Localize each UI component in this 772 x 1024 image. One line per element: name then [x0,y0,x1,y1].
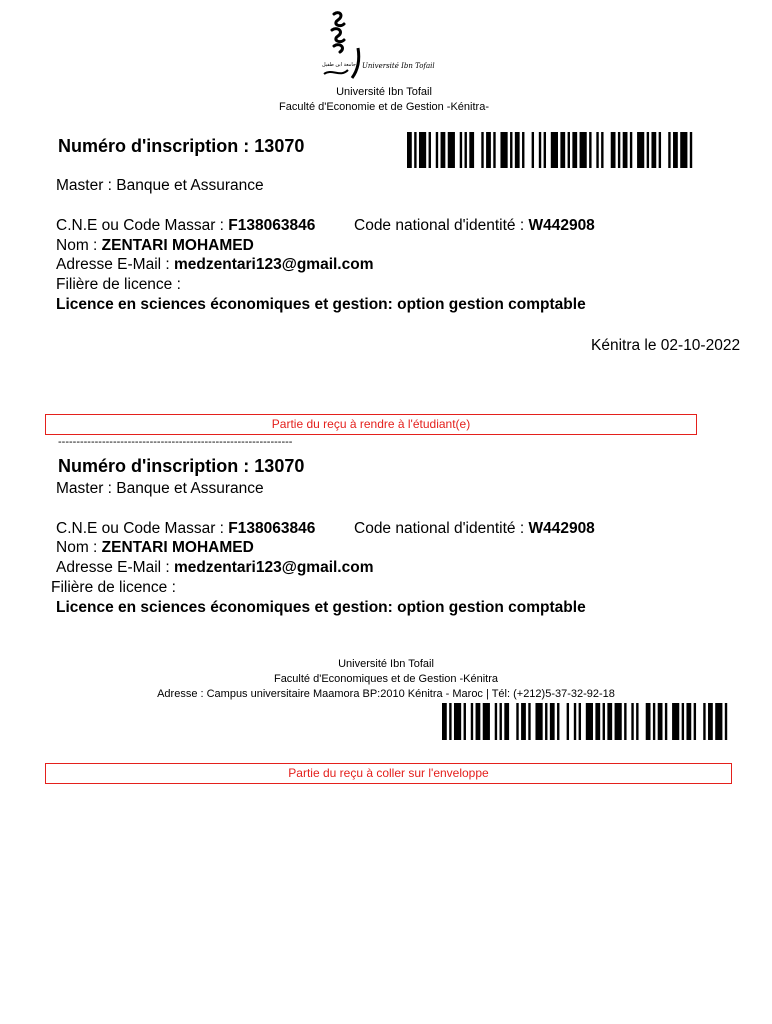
barcode-bar [483,703,490,740]
barcode-bar [551,132,558,168]
header-faculty: Faculté d'Economie et de Gestion -Kénitra- [279,101,489,113]
barcode-bar [658,703,663,740]
barcode-bar [601,132,603,168]
barcode-bar [469,132,474,168]
barcode-bar [471,703,473,740]
barcode-bar [586,703,593,740]
barcode-bar [580,132,587,168]
barcode-bar [504,703,509,740]
barcode-bar [624,703,626,740]
barcode-bar [579,703,581,740]
barcode-bar [560,132,565,168]
email-line: Adresse E-Mail : medzentari123@gmail.com [56,256,374,273]
master-line: Master : Banque et Assurance [56,177,264,194]
barcode-bar [646,703,651,740]
notice-envelope: Partie du reçu à coller sur l'enveloppe [45,763,732,784]
barcode-bar [545,703,547,740]
barcode-top [407,132,697,168]
barcode-bar [516,703,518,740]
barcode-bar [574,703,576,740]
filiere-label: Filière de licence : [56,276,181,293]
barcode-bar [651,132,656,168]
date-line: Kénitra le 02-10-2022 [591,337,741,354]
barcode-bar [725,703,727,740]
cni-line-2: Code national d'identité : W442908 [354,520,595,537]
barcode-bar [500,132,507,168]
barcode-bar [618,132,620,168]
barcode-bar [708,703,713,740]
barcode-bar [672,703,679,740]
barcode-bar [442,703,447,740]
email-line-2: Adresse E-Mail : medzentari123@gmail.com [56,559,374,576]
barcode-bar [436,132,438,168]
barcode-bar [567,703,569,740]
barcode-bar [449,703,451,740]
barcode-bar [568,132,570,168]
barcode-bar [441,132,446,168]
svg-text:جامعة ابن طفيل: جامعة ابن طفيل [322,62,356,68]
barcode-bar [690,132,692,168]
barcode-bar [631,703,633,740]
barcode-bar [486,132,491,168]
barcode-bar [407,132,412,168]
barcode-bar [454,703,461,740]
footer-faculty: Faculté d'Economiques et de Gestion -Kénitra [273,673,499,685]
header-university: Université Ibn Tofail [336,86,432,98]
cne-line: C.N.E ou Code Massar : F138063846 [56,217,316,234]
registration-title-2: Numéro d'inscription : 13070 [58,456,305,476]
barcode-bar [476,703,481,740]
barcode-bar [532,132,534,168]
nom-line: Nom : ZENTARI MOHAMED [56,237,254,254]
barcode-bar [419,132,426,168]
master-line-2: Master : Banque et Assurance [56,480,264,497]
logo-wordmark: Université Ibn Tofail [362,62,435,70]
barcode-bar [607,703,612,740]
barcode-bar [528,703,530,740]
barcode-bottom [442,703,732,740]
barcode-bar [539,132,541,168]
barcode-bar [623,132,628,168]
barcode-bar [611,132,616,168]
barcode-bar [510,132,512,168]
filiere-label-2: Filière de licence : [51,579,176,596]
barcode-bar [481,132,483,168]
barcode-bar [572,132,577,168]
separator-line: ---------------------------------------------------------------- [58,436,293,448]
barcode-bar [495,703,497,740]
barcode-bar [673,132,678,168]
barcode-bar [596,132,598,168]
barcode-bar [637,132,644,168]
barcode-bar [521,703,526,740]
cni-line: Code national d'identité : W442908 [354,217,595,234]
barcode-bar [615,703,622,740]
barcode-bar [630,132,632,168]
barcode-bar [550,703,555,740]
barcode-bar [493,132,495,168]
barcode-bar [647,132,649,168]
registration-title: Numéro d'inscription : 13070 [58,136,305,156]
barcode-bar [448,132,455,168]
barcode-bar [535,703,542,740]
footer-address: Adresse : Campus universitaire Maamora BP:2010 Kénitra - Maroc | Tél: (+212)5-37-32-92-18 [157,688,615,700]
cne-line-2: C.N.E ou Code Massar : F138063846 [56,520,316,537]
barcode-bar [595,703,600,740]
barcode-bar [465,132,467,168]
filiere-value-2: Licence en sciences économiques et gestion: option gestion comptable [56,599,586,616]
barcode-bar [636,703,638,740]
barcode-bar [665,703,667,740]
barcode-bar [500,703,502,740]
barcode-bar [686,703,691,740]
barcode-bar [515,132,520,168]
barcode-bar [544,132,546,168]
barcode-bar [653,703,655,740]
barcode-bar [668,132,670,168]
barcode-bar [460,132,462,168]
university-logo [318,8,435,86]
barcode-bar [703,703,705,740]
barcode-bar [589,132,591,168]
barcode-bar [429,132,431,168]
barcode-bar [694,703,696,740]
barcode-bar [659,132,661,168]
barcode-bar [557,703,559,740]
filiere-value: Licence en sciences économiques et gestion: option gestion comptable [56,296,586,313]
nom-line-2: Nom : ZENTARI MOHAMED [56,539,254,556]
barcode-bar [603,703,605,740]
barcode-bar [522,132,524,168]
barcode-bar [680,132,687,168]
notice-student: Partie du reçu à rendre à l'étudiant(e) [45,414,697,435]
footer-university: Université Ibn Tofail [338,658,434,670]
barcode-bar [414,132,416,168]
barcode-bar [682,703,684,740]
barcode-bar [715,703,722,740]
barcode-bar [464,703,466,740]
